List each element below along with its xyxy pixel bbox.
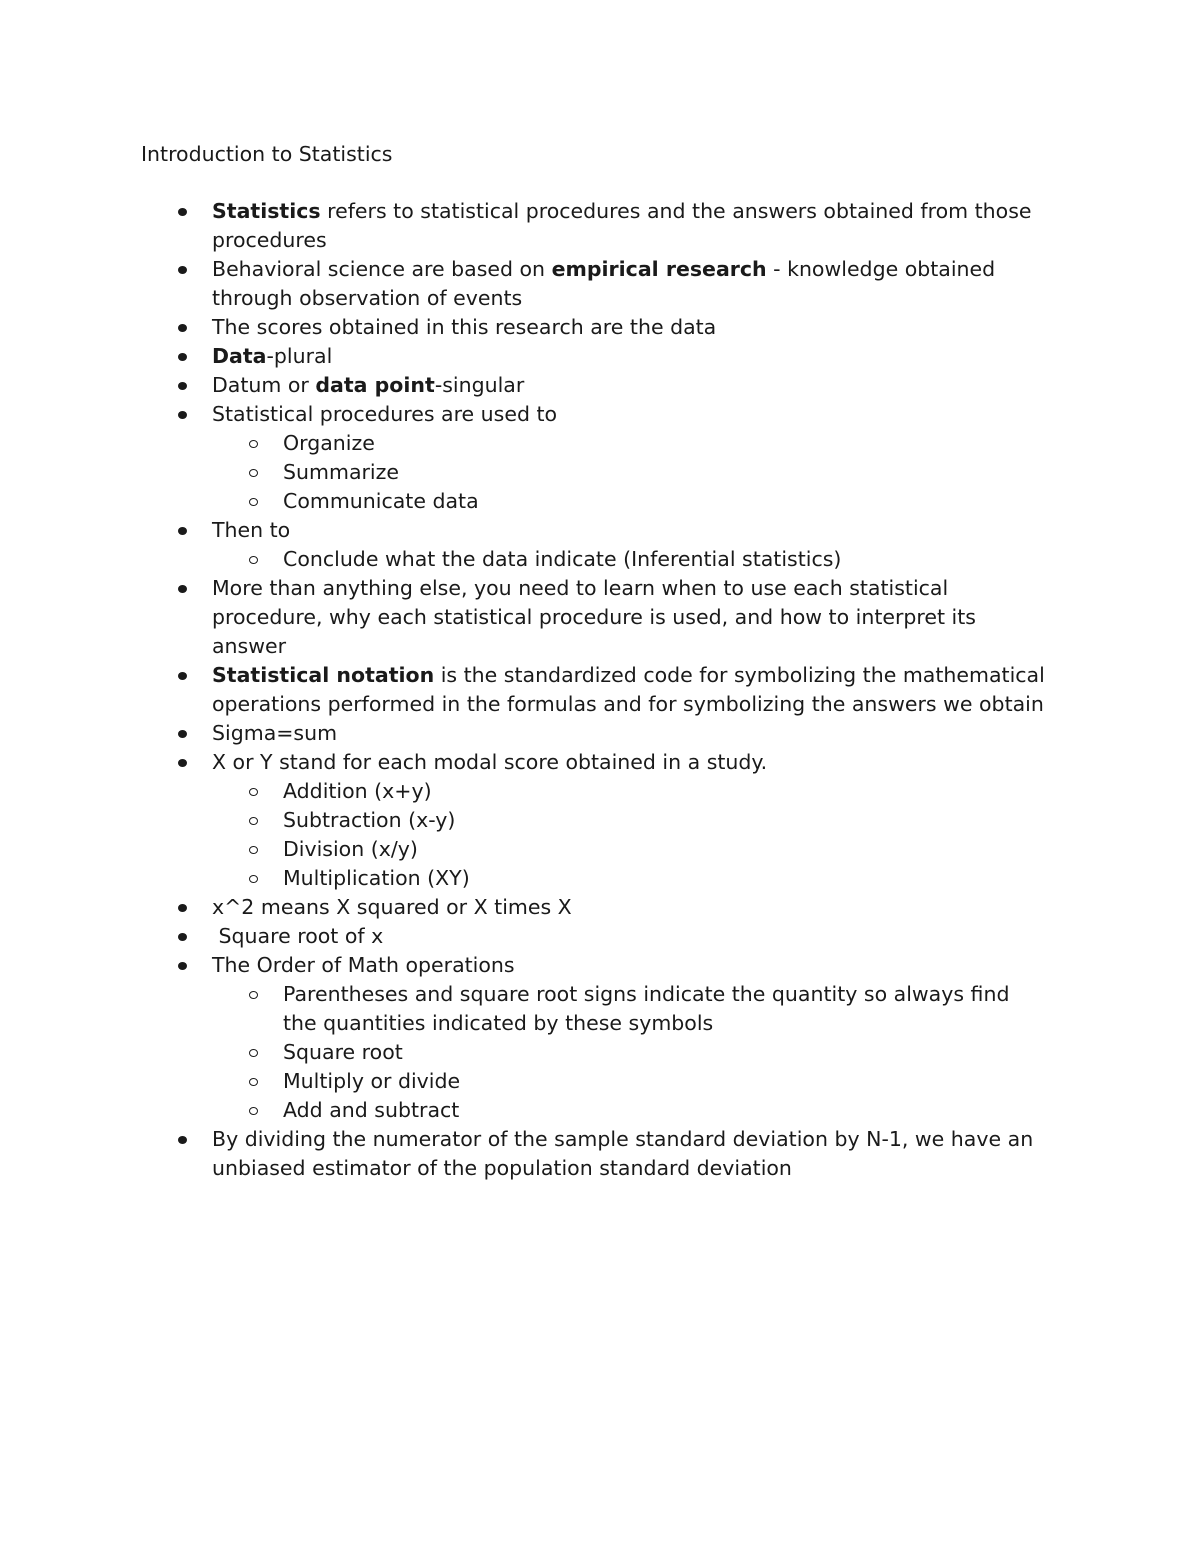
bold-term: Statistical notation: [212, 663, 435, 687]
hollow-bullet-icon: [249, 817, 258, 825]
list-item: [0, 342, 1048, 371]
list-item: [0, 951, 1048, 980]
hollow-bullet-icon: [249, 846, 258, 854]
filled-bullet-icon: [178, 730, 187, 738]
list-item: [0, 197, 1048, 255]
item-text: Parentheses and square root signs indicate the quantity so always find the quantities indicated by these symbols: [283, 982, 1016, 1035]
hollow-bullet-icon: [249, 556, 258, 564]
filled-bullet-icon: [178, 759, 187, 767]
item-text: Square root: [283, 1040, 403, 1064]
item-text: Add and subtract: [283, 1098, 460, 1122]
sub-list-item: [0, 545, 1048, 574]
item-text: - knowledge obtained through observation of events: [212, 257, 1002, 310]
sub-list-item: [0, 429, 1048, 458]
item-text: Multiplication (XY): [283, 866, 470, 890]
sub-list-item: [0, 1096, 1048, 1125]
bullet-list: [0, 197, 1200, 1183]
list-item: [0, 748, 1048, 777]
hollow-bullet-icon: [249, 498, 258, 506]
item-text: Summarize: [283, 460, 400, 484]
sub-list-item: [0, 864, 1048, 893]
item-text: is the standardized code for symbolizing the mathematical operations performed in the formulas and for symbolizing the answers we obtain: [212, 663, 1052, 716]
sub-list-item: [0, 980, 1048, 1038]
item-text: Behavioral science are based on: [212, 257, 552, 281]
bold-term: Statistics: [212, 199, 321, 223]
sub-list-item: [0, 835, 1048, 864]
item-text: Square root of x: [212, 924, 384, 948]
hollow-bullet-icon: [249, 440, 258, 448]
item-text: Subtraction (x-y): [283, 808, 456, 832]
item-text: Conclude what the data indicate (Inferential statistics): [283, 547, 842, 571]
bold-term: Data: [212, 344, 267, 368]
item-text: Datum or: [212, 373, 316, 397]
item-text: The scores obtained in this research are the data: [212, 315, 717, 339]
bold-term: empirical research: [551, 257, 767, 281]
filled-bullet-icon: [178, 208, 187, 216]
item-text: Sigma=sum: [212, 721, 338, 745]
item-text: The Order of Math operations: [212, 953, 515, 977]
item-text: Organize: [283, 431, 375, 455]
list-item: [0, 516, 1048, 545]
filled-bullet-icon: [178, 1136, 187, 1144]
filled-bullet-icon: [178, 672, 187, 680]
item-text: Multiply or divide: [283, 1069, 461, 1093]
list-item: [0, 313, 1048, 342]
sub-list-item: [0, 458, 1048, 487]
sub-list-item: [0, 777, 1048, 806]
item-text: Addition (x+y): [283, 779, 432, 803]
filled-bullet-icon: [178, 904, 187, 912]
list-item: [0, 661, 1052, 719]
hollow-bullet-icon: [249, 1049, 258, 1057]
filled-bullet-icon: [178, 266, 187, 274]
item-text: Communicate data: [283, 489, 479, 513]
hollow-bullet-icon: [249, 1078, 258, 1086]
item-text: -plural: [266, 344, 333, 368]
filled-bullet-icon: [178, 585, 187, 593]
item-text: Then to: [212, 518, 291, 542]
filled-bullet-icon: [178, 411, 187, 419]
filled-bullet-icon: [178, 962, 187, 970]
sub-list-item: [0, 806, 1048, 835]
list-item: [0, 574, 1048, 661]
list-item: [0, 922, 1048, 951]
hollow-bullet-icon: [249, 1107, 258, 1115]
bold-term: data point: [315, 373, 435, 397]
item-text: More than anything else, you need to learn when to use each statistical procedure, why each statistical procedure is used, and how to interpret its answer: [212, 576, 983, 658]
item-text: Division (x/y): [283, 837, 418, 861]
list-item: [0, 371, 1048, 400]
item-text: X or Y stand for each modal score obtained in a study.: [212, 750, 768, 774]
item-text: refers to statistical procedures and the answers obtained from those procedures: [212, 199, 1039, 252]
item-text: -singular: [434, 373, 525, 397]
filled-bullet-icon: [178, 382, 187, 390]
document-title: Introduction to Statistics: [141, 142, 393, 166]
sub-list-item: [0, 1038, 1048, 1067]
hollow-bullet-icon: [249, 469, 258, 477]
item-text: Statistical procedures are used to: [212, 402, 558, 426]
list-item: [0, 719, 1048, 748]
filled-bullet-icon: [178, 324, 187, 332]
item-text: By dividing the numerator of the sample standard deviation by N-1, we have an unbiased estimator of the population standard deviation: [212, 1127, 1040, 1180]
list-item: [0, 1125, 1048, 1183]
item-text: x^2 means X squared or X times X: [212, 895, 572, 919]
sub-list-item: [0, 487, 1048, 516]
sub-list-item: [0, 1067, 1048, 1096]
list-item: [0, 255, 1048, 313]
filled-bullet-icon: [178, 353, 187, 361]
filled-bullet-icon: [178, 933, 187, 941]
filled-bullet-icon: [178, 527, 187, 535]
list-item: [0, 400, 1048, 429]
list-item: [0, 893, 1048, 922]
hollow-bullet-icon: [249, 991, 258, 999]
hollow-bullet-icon: [249, 875, 258, 883]
hollow-bullet-icon: [249, 788, 258, 796]
